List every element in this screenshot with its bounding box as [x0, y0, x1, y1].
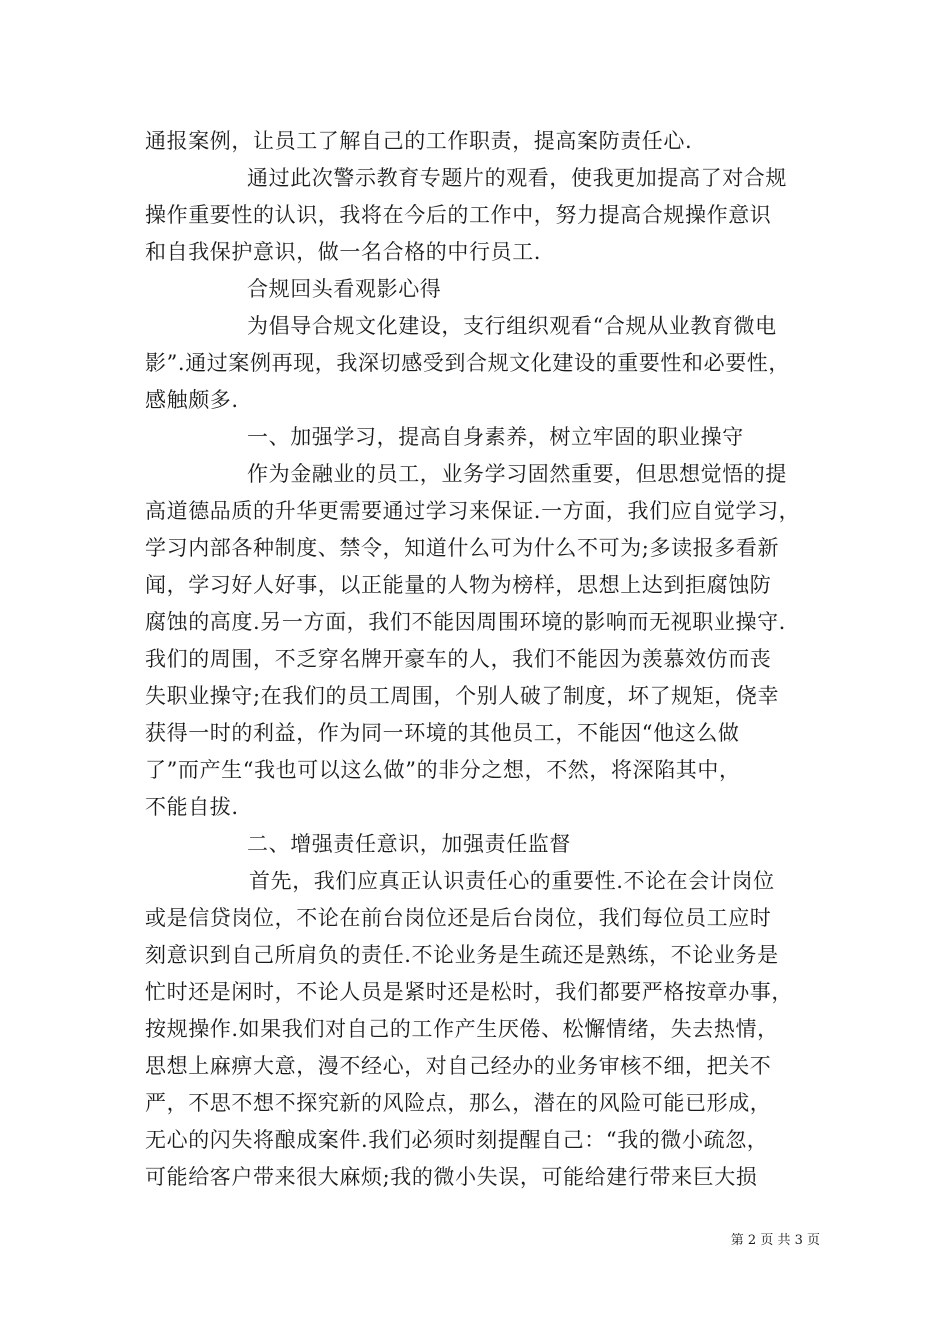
- text-line: 不能自拔.: [145, 795, 239, 819]
- text-line: 了”而产生“我也可以这么做”的非分之想，不然，将深陷其中，: [145, 758, 741, 782]
- text-line: 忙时还是闲时，不论人员是紧时还是松时，我们都要严格按章办事，: [145, 980, 793, 1004]
- text-line: 感触颇多.: [145, 388, 239, 412]
- text-line: 获得一时的利益，作为同一环境的其他员工，不能因“他这么做: [145, 721, 740, 745]
- text-line: 闻，学习好人好事，以正能量的人物为榜样，思想上达到拒腐蚀防: [145, 573, 772, 597]
- text-line: 严，不思不想不探究新的风险点，那么，潜在的风险可能已形成，: [145, 1091, 772, 1115]
- text-line: 可能给客户带来很大麻烦;我的微小失误，可能给建行带来巨大损: [145, 1165, 758, 1189]
- subheading-two: 二、增强责任意识，加强责任监督: [247, 832, 571, 856]
- text-line: 按规操作.如果我们对自己的工作产生厌倦、松懈情绪，失去热情，: [145, 1017, 779, 1041]
- paragraph-start-line: 首先，我们应真正认识责任心的重要性.不论在会计岗位: [249, 869, 775, 893]
- text-line: 高道德品质的升华更需要通过学习来保证.一方面，我们应自觉学习，: [145, 499, 801, 523]
- text-line: 失职业操守;在我们的员工周围，个别人破了制度，坏了规矩，侥幸: [145, 684, 780, 708]
- paragraph-start-line: 通过此次警示教育专题片的观看，使我更加提高了对合规: [247, 166, 787, 190]
- text-line: 通报案例，让员工了解自己的工作职责，提高案防责任心.: [145, 129, 693, 153]
- text-line: 思想上麻痹大意，漫不经心，对自己经办的业务审核不细，把关不: [145, 1054, 772, 1078]
- text-line: 操作重要性的认识，我将在今后的工作中，努力提高合规操作意识: [145, 203, 772, 227]
- text-line: 腐蚀的高度.另一方面，我们不能因周围环境的影响而无视职业操守.: [145, 610, 786, 634]
- subheading-one: 一、加强学习，提高自身素养，树立牢固的职业操守: [247, 425, 744, 449]
- paragraph-start-line: 为倡导合规文化建设，支行组织观看“合规从业教育微电: [247, 314, 777, 338]
- text-line: 和自我保护意识，做一名合格的中行员工.: [145, 240, 542, 264]
- page-number-footer: 第 2 页 共 3 页: [730, 1233, 820, 1248]
- text-line: 或是信贷岗位，不论在前台岗位还是后台岗位，我们每位员工应时: [145, 906, 772, 930]
- paragraph-start-line: 作为金融业的员工，业务学习固然重要，但思想觉悟的提: [247, 462, 787, 486]
- text-line: 我们的周围，不乏穿名牌开豪车的人，我们不能因为羡慕效仿而丧: [145, 647, 772, 671]
- section-title: 合规回头看观影心得: [247, 277, 442, 301]
- text-line: 影”.通过案例再现，我深切感受到合规文化建设的重要性和必要性，: [145, 351, 791, 375]
- text-line: 无心的闪失将酿成案件.我们必须时刻提醒自己：“我的微小疏忽，: [145, 1128, 769, 1152]
- text-line: 学习内部各种制度、禁令，知道什么可为什么不可为;多读报多看新: [145, 536, 780, 560]
- text-line: 刻意识到自己所肩负的责任.不论业务是生疏还是熟练，不论业务是: [145, 943, 779, 967]
